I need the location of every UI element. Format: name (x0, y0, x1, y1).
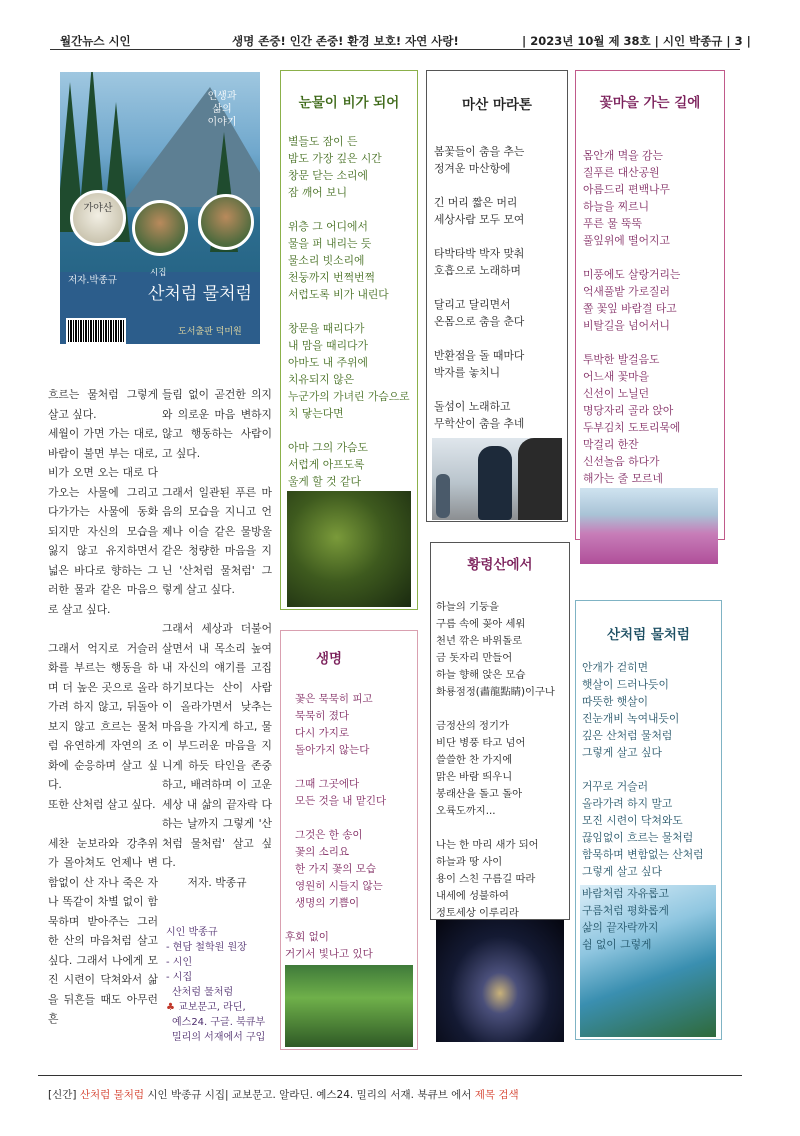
poem-line: 타박타박 박자 맞춰 (434, 247, 525, 260)
poem-line: 안개가 걷히면 (582, 661, 649, 674)
header-left: 월간뉴스 시인 (60, 34, 131, 48)
poem-line: 억새풀밭 가로질러 (583, 285, 670, 298)
poem-line: 서럽게 아프도록 (288, 458, 365, 471)
poem-line: 하늘과 땅 사이 (436, 856, 503, 868)
poem-line: 금 돗자리 만들어 (436, 652, 513, 664)
poem-title: 황령산에서 (467, 557, 533, 573)
poem-line: 그때 그곳에다 (295, 778, 360, 790)
cover-publisher: 도서출판 덕미원 (178, 327, 242, 337)
poem-line: 질푸른 대산공원 (583, 166, 660, 179)
poem-line: 풀잎위에 떨어지고 (583, 234, 670, 247)
club-icon: ♣ (166, 1002, 175, 1013)
poem-line: 물을 퍼 내리는 듯 (288, 237, 372, 250)
poem-title: 마산 마라톤 (462, 97, 532, 113)
poem-line: 거꾸로 거슬러 (582, 780, 649, 793)
poem-line: 명당자리 골라 앉아 (583, 404, 674, 417)
poem-line: 세상사람 모두 모여 (434, 213, 525, 226)
poem-line: 투박한 발걸음도 (583, 353, 660, 366)
poem-line: 창문을 때리다가 (288, 322, 365, 335)
night-city-photo (436, 920, 564, 1042)
poem-box-mountain (575, 600, 722, 1040)
poem-line: 구름처럼 평화롭게 (582, 904, 669, 917)
cover-author: 저자.박종규 (68, 275, 117, 286)
poem-line: 비단 병풍 타고 넘어 (436, 737, 526, 749)
poem-line: 물소리 빗소리에 (288, 254, 365, 267)
poem-box-hwangryeong (430, 542, 570, 920)
poem-box-rain (280, 70, 418, 610)
credit-line: - 현담 철학원 원장 (166, 942, 247, 953)
grass-dew-photo (285, 965, 413, 1047)
poem-body (582, 659, 721, 880)
poem-line: 봄꽃들이 춤을 추는 (434, 145, 525, 158)
poem-line: 내세에 성불하여 (436, 890, 509, 902)
poem-line: 긴 머리 짧은 머리 (434, 196, 518, 209)
footer-prefix: [신간] (48, 1089, 77, 1101)
poem-line: 영원히 시들지 않는 (295, 880, 383, 892)
poem-line: 용이 스친 구름길 따라 (436, 873, 536, 885)
poem-line: 돌섬이 노래하고 (434, 400, 511, 413)
cover-photo-circle (132, 200, 188, 256)
poem-line: 위층 그 어디에서 (288, 220, 368, 233)
poem-line: 비탈길을 넘어서니 (583, 319, 670, 332)
essay-paragraph: 그래서 세상과 더불어 살면서 내 목소리 높여 내 자신의 얘기를 고집하기보다는 산이 사람이 올라가면서 낮추는 마음을 가지게 하고, 물이 부드러운 마음을 지니게 하듯 타인을 존중하고, 배려하며 이 고운세상 내 삶의 끝자락 다하는 날까지 그렇게 '산처럼 물처럼' 살고 싶다. (162, 622, 272, 869)
cover-photo-circle (70, 190, 126, 246)
essay-column-1 (48, 385, 158, 1029)
poem-line: 신선놀음 하다가 (583, 455, 660, 468)
poem-line: 맑은 바람 띄우니 (436, 771, 513, 783)
poem-line: 봉래산을 돌고 돌아 (436, 788, 523, 800)
poem-body (436, 599, 569, 922)
footer-rule (38, 1075, 742, 1076)
poem-line: 어느새 꽃마을 (583, 370, 650, 383)
poem-line: 호흡으로 노래하며 (434, 264, 521, 277)
poem-title: 생명 (315, 651, 343, 667)
rain-leaves-photo (287, 491, 411, 607)
header-center: 생명 존중! 인간 존중! 환경 보호! 자연 사랑! (232, 34, 459, 48)
runner-figure (436, 474, 450, 518)
credit-line: - 시인 (166, 957, 193, 968)
poem-line: 치유되지 않은 (288, 373, 355, 386)
poem-box-flower (575, 70, 725, 540)
poem-line: 따뜻한 햇살이 (582, 695, 649, 708)
poem-line: 정겨운 마산항에 (434, 162, 511, 175)
poem-line: 막걸리 한잔 (583, 438, 639, 451)
poem-line: 함묵하며 변함없는 산처럼 (582, 848, 704, 861)
essay-paragraph: 흐르는 물처럼 그렇게 살고 싶다. (48, 388, 158, 421)
poem-line: 무학산이 춤을 추네 (434, 417, 525, 430)
essay-paragraph: 들림 없이 곧건한 의지와 의로운 마음 변하지 않고 행동하는 사람이고 싶다. (162, 388, 272, 460)
poem-title: 꽃마을 가는 길에 (599, 95, 701, 111)
poem-line: 하늘 향해 앉은 모습 (436, 669, 526, 681)
footer-middle: 시인 박종규 시집| 교보문고. 알라딘. 예스24. 밀리의 서재. 북큐브 에서 (144, 1089, 475, 1101)
credit-line: 산처럼 물처럼 (172, 987, 234, 998)
poem-line: 진눈개비 녹여내듯이 (582, 712, 680, 725)
poem-line: 하늘을 찌르니 (583, 200, 650, 213)
essay-paragraph: 세찬 눈보라와 강추위가 몰아쳐도 언제나 변함없이 산 자나 죽은 자나 똑같이 차별 없이 함묵하며 받아주는 그러한 산의 마음처럼 살고 싶다. 그래서 나에게 모진 시련이 닥쳐와서 삶을 뒤흔들 때도 아무런 흔 (48, 836, 158, 1025)
author-credits (166, 925, 276, 1045)
cover-subtitle-line: 이야기 (207, 117, 237, 128)
poem-body (288, 133, 417, 490)
cover-subtitle (194, 90, 250, 129)
poem-line: 모진 시련이 닥쳐와도 (582, 814, 683, 827)
footer-banner (48, 1087, 519, 1102)
poem-title: 산처럼 물처럼 (607, 627, 690, 643)
credit-line: 예스24. 구글. 북큐부 (172, 1017, 266, 1028)
poem-line: 바람처럼 자유롭고 (582, 887, 669, 900)
poem-line: 돌아가지 않는다 (295, 744, 370, 756)
poem-body (285, 691, 417, 963)
poem-line: 다시 가지로 (295, 727, 350, 739)
poem-line: 쓸쓸한 찬 가지에 (436, 754, 513, 766)
poem-line: 금정산의 정기가 (436, 720, 509, 732)
poem-line: 신선이 노닐던 (583, 387, 650, 400)
poem-line: 치 닿는다면 (288, 407, 344, 420)
poem-line: 달리고 달리면서 (434, 298, 511, 311)
poem-line: 묵묵히 졌다 (295, 710, 350, 722)
poem-line: 쫄 꽃잎 바람결 타고 (583, 302, 677, 315)
poem-line: 끊임없이 흐르는 물처럼 (582, 831, 694, 844)
cover-circle-text: 가야산 (83, 203, 113, 214)
poem-line: 하늘의 기둥을 (436, 601, 499, 613)
essay-signature: 저자. 박종규 (187, 875, 247, 889)
poem-line: 아마 그의 가슴도 (288, 441, 368, 454)
poem-line: 밤도 가장 깊은 시간 (288, 152, 382, 165)
poem-line: 몸안개 멱을 감는 (583, 149, 663, 162)
poem-line: 생명의 기쁨이 (295, 897, 360, 909)
poem-line: 거기서 빛나고 있다 (285, 948, 373, 960)
cover-subtitle-line: 인생과 (207, 91, 237, 102)
poem-line: 화룡점정(畵龍點睛)이구나 (436, 686, 555, 698)
poem-line: 해가는 줄 모르네 (583, 472, 663, 485)
poem-line: 꽃은 묵묵히 피고 (295, 693, 373, 705)
poem-line: 천년 깎은 바위돌로 (436, 635, 523, 647)
poem-body (434, 143, 567, 432)
poem-line: 반환점을 돌 때마다 (434, 349, 525, 362)
poem-line: 모든 것을 내 맡긴다 (295, 795, 387, 807)
poem-line: 그것은 한 송이 (295, 829, 363, 841)
essay-paragraph: 또한 산처럼 살고 싶다. (48, 797, 156, 811)
marathon-runners-photo (432, 438, 562, 520)
poem-line: 구름 속에 꽂아 세워 (436, 618, 526, 630)
cover-photo-circle (198, 194, 254, 250)
azalea-field-photo (580, 488, 718, 564)
poem-line: 쉼 없이 그렇게 (582, 938, 652, 951)
poem-line: 별들도 잠이 든 (288, 135, 358, 148)
essay-column-2 (162, 385, 272, 892)
cover-subtitle-line: 삶의 (212, 104, 232, 115)
poem-line: 내 맘을 때리다가 (288, 339, 368, 352)
book-cover (60, 72, 260, 344)
poem-line: 삶의 끝자락까지 (582, 921, 659, 934)
poem-line: 깊은 산처럼 물처럼 (582, 729, 673, 742)
poem-line: 꽃의 소리요 (295, 846, 350, 858)
poem-line: 오륙도까지... (436, 805, 496, 817)
poem-line: 후회 없이 (285, 931, 329, 943)
runner-figure (478, 446, 512, 520)
poem-line: 창문 닫는 소리에 (288, 169, 368, 182)
poem-line: 아마도 내 주위에 (288, 356, 368, 369)
poem-line: 한 가지 꽃의 모습 (295, 863, 377, 875)
credit-line: 밀리의 서재에서 구입 (172, 1032, 266, 1043)
header-rule (50, 49, 740, 50)
poem-line: 온몸으로 춤을 춘다 (434, 315, 525, 328)
essay-paragraph: 그래서 일관된 푸른 마음의 모습을 지니고 언제나 이슬 같은 물방울 같은 청량한 마음을 지닌 '산처럼 물처럼' 그렇게 살고 싶다. (162, 485, 272, 596)
header-right: | 2023년 10월 제 38호 | 시인 박종규 | 3 | (522, 34, 751, 48)
runner-figure (518, 438, 562, 520)
poem-body-overlay (582, 885, 669, 953)
essay-paragraph: 세월이 가면 가는 대로, 바람이 불면 부는 대로, 비가 오면 오는 대로 다가오는 사물에 그리고 다가가는 사물에 동화되지만 자신의 모습을 잃지 않고 유지하면서 넓은 바다로 향하는 그러한 물과 같은 마음으로 살고 싶다. (48, 427, 158, 616)
poem-line: 그렇게 살고 싶다 (582, 865, 662, 878)
poem-line: 올라가려 하지 말고 (582, 797, 673, 810)
barcode (66, 318, 126, 344)
footer-book-title[interactable]: 산처럼 물처럼 (79, 1089, 145, 1101)
poem-line: 잠 깨어 보니 (288, 186, 348, 199)
poem-line: 서럽도록 비가 내린다 (288, 288, 389, 301)
poem-line: 그렇게 살고 싶다 (582, 746, 662, 759)
poem-line: 울게 할 것 같다 (288, 475, 361, 488)
poem-line: 천둥까지 번쩍번쩍 (288, 271, 375, 284)
credit-line: 시인 박종규 (166, 927, 218, 938)
credit-line: - 시집 (166, 972, 193, 983)
poem-body (583, 147, 724, 487)
cover-small-label: 시집 (150, 268, 167, 278)
poem-line: 미풍에도 살랑거리는 (583, 268, 681, 281)
poem-line: 햇살이 드러나듯이 (582, 678, 669, 691)
poem-line: 정토세상 이루리라 (436, 907, 519, 919)
cover-title: 산처럼 물처럼 (148, 284, 252, 304)
poem-line: 누군가의 가녀린 가슴으로 (288, 390, 410, 403)
footer-search-link[interactable]: 제목 검색 (474, 1089, 519, 1101)
essay-paragraph: 그래서 억지로 거슬러 화를 부르는 행동을 하며 더 높은 곳으로 올라가려 하지 않고, 뒤돌아보지 않고 흐르는 물처럼 유연하게 자연의 조화에 순응하며 살고 싶다. (48, 641, 158, 791)
poem-line: 두부김치 도토리묵에 (583, 421, 681, 434)
credit-line: 교보문고, 라딘, (178, 1002, 246, 1013)
poem-box-life (280, 630, 418, 1050)
poem-line: 나는 한 마리 새가 되어 (436, 839, 539, 851)
poem-title: 눈물이 비가 되어 (298, 95, 400, 111)
poem-line: 아름드리 편백나무 (583, 183, 670, 196)
poem-line: 푸른 물 뚝뚝 (583, 217, 643, 230)
poem-line: 박자를 놓치니 (434, 366, 501, 379)
